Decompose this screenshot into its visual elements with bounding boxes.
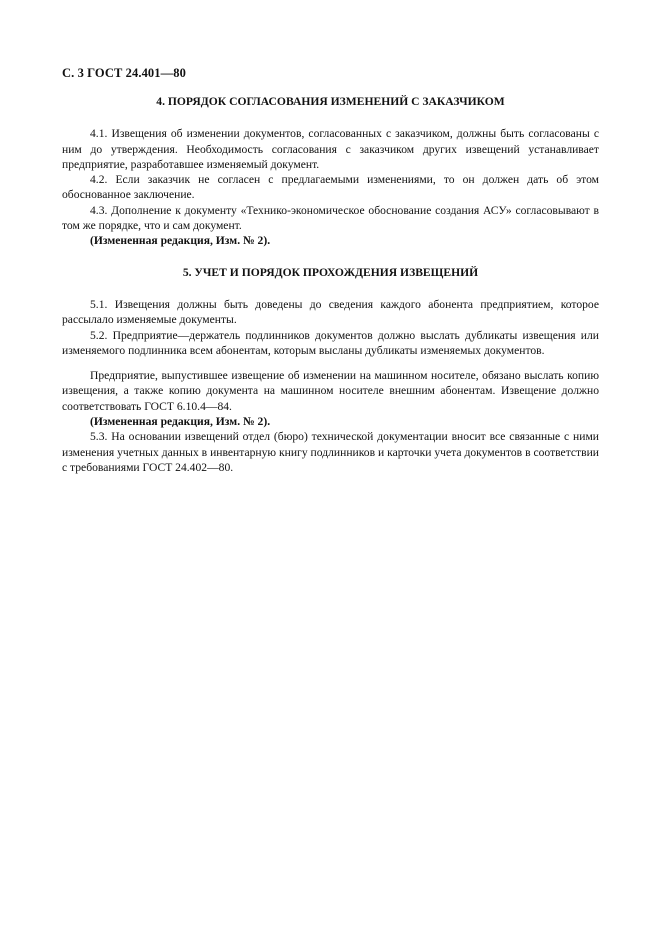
edition-note-4: (Измененная редакция, Изм. № 2). — [90, 234, 271, 248]
paragraph-4-2: 4.2. Если заказчик не согласен с предлагаемыми изменениями, то он должен дать об этом обоснованное заключение. — [62, 173, 599, 202]
page-content — [62, 94, 599, 475]
paragraph-5-3: 5.3. На основании извещений отдел (бюро) технической документации вносит все связанные с ними изменения учетных данных в инвентарную книгу подлинников и карточки учета документов в соответствии с требованиями ГОСТ 24.402—80. — [62, 430, 599, 474]
paragraph-4-1: 4.1. Извещения об изменении документов, согласованных с заказчиком, должны быть согласованы с ним до утверждения. Необходимость согласования с заказчиком других извещений устанавливает предприятие, разработавшее изменяемый документ. — [62, 127, 599, 171]
paragraph-4-3: 4.3. Дополнение к документу «Технико-экономическое обоснование создания АСУ» согласовывают в том же порядке, что и сам документ. — [62, 203, 599, 233]
paragraph-5-1: 5.1. Извещения должны быть доведены до сведения каждого абонента предприятием, которое рассылало изменяемые документы. — [62, 297, 599, 327]
section-5-title: 5. УЧЕТ И ПОРЯДОК ПРОХОЖДЕНИЯ ИЗВЕЩЕНИЙ — [182, 265, 479, 279]
paragraph-5-2-continuation: Предприятие, выпустившее извещение об изменении на машинном носителе, обязано выслать копию извещения, а также копию документа на машинном носителе внешним абонентам. Извещение должно соответствовать ГОСТ 6.10.4—84. — [62, 369, 599, 413]
edition-note-5: (Измененная редакция, Изм. № 2). — [90, 415, 271, 429]
paragraph-5-2: 5.2. Предприятие—держатель подлинников документов должно выслать дубликаты извещения или изменяемого подлинника всем абонентам, которым высланы дубликаты изменяемых документов. — [62, 328, 599, 357]
section-4-title: 4. ПОРЯДОК СОГЛАСОВАНИЯ ИЗМЕНЕНИЙ С ЗАКАЗЧИКОМ — [156, 95, 505, 108]
page-header: С. 3 ГОСТ 24.401—80 — [62, 66, 186, 80]
